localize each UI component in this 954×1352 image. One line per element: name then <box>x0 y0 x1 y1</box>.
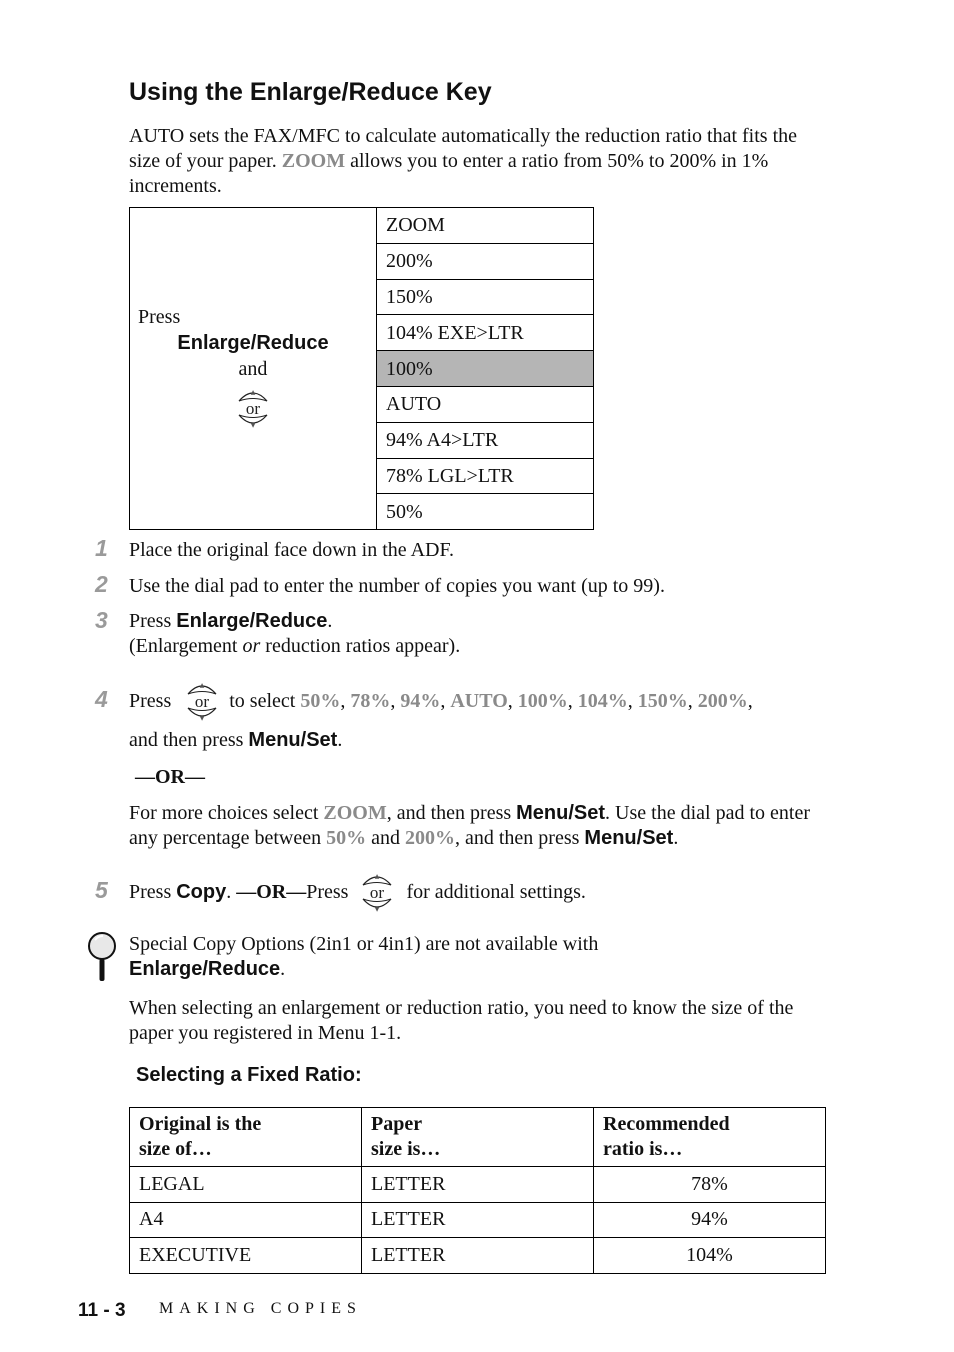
step-1-text: Place the original face down in the ADF. <box>129 539 454 561</box>
step-number: 5 <box>95 877 108 903</box>
menu-options-table <box>129 207 594 530</box>
menu-set-key-label: Menu/Set <box>248 729 338 751</box>
menu-item-selected: 100% <box>377 351 594 387</box>
note-text: Special Copy Options (2in1 or 4in1) are not available with Enlarge/Reduce. When selecting an enlargement or reduction ratio, you need to know the size of the paper you registered in Menu 1-1. <box>129 933 794 1044</box>
svg-text:▼: ▼ <box>199 715 205 722</box>
step-number: 1 <box>95 535 108 561</box>
svg-text:▲: ▲ <box>375 873 380 880</box>
svg-text:▲: ▲ <box>199 682 205 689</box>
running-footer: MAKING COPIES <box>159 1300 362 1317</box>
menu-item: 104% EXE>LTR <box>377 315 594 351</box>
menu-item: 200% <box>377 243 594 279</box>
section-subtitle: Selecting a Fixed Ratio: <box>136 1064 362 1086</box>
step-4-text: Press ▲ ▼ or to select 50% , 78% , 94% , AUTO , 100% , 104% , 150% , 200% , and then press Menu/Set. —OR— For more choices select ZOOM, and then press Menu/Set. Use the dial pad to enter any percentage between 50% and 200%, and then press Menu/Set. <box>129 677 829 851</box>
step-3-text: Press Enlarge/Reduce. (Enlargement or reduction ratios appear). <box>129 610 461 657</box>
enlarge-reduce-key-label: Enlarge/Reduce <box>176 610 328 632</box>
fixed-ratio-table <box>129 1107 826 1274</box>
menu-item: 78% LGL>LTR <box>377 458 594 494</box>
table-row: LEGAL LETTER 78% <box>130 1167 826 1203</box>
step-2-text: Use the dial pad to enter the number of copies you want (up to 99). <box>129 575 665 597</box>
magnifier-note-icon <box>86 931 120 983</box>
page-number: 11 - 3 <box>78 1300 126 1321</box>
step-number: 4 <box>95 686 108 712</box>
menu-item: 94% A4>LTR <box>377 422 594 458</box>
copy-key-label: Copy <box>176 880 227 903</box>
step-number: 3 <box>95 607 108 633</box>
enlarge-reduce-key-label: Enlarge/Reduce <box>129 958 281 980</box>
intro-paragraph: AUTO sets the FAX/MFC to calculate automatically the reduction ratio that fits the size of your paper. ZOOM allows you to enter a ratio from 50% to 200% in 1% increments. <box>129 125 797 197</box>
menu-item: 50% <box>377 494 594 530</box>
or-separator: —OR— <box>135 766 205 788</box>
zoom-term: ZOOM <box>281 150 346 172</box>
menu-item: 150% <box>377 279 594 315</box>
up-down-arrow-key-icon <box>236 384 270 432</box>
menu-instruction-cell: Press Enlarge/Reduce and ▲ ▼ or <box>130 208 377 530</box>
table-row: EXECUTIVE LETTER 104% <box>130 1238 826 1274</box>
menu-item: AUTO <box>377 386 594 422</box>
menu-item: ZOOM <box>377 208 594 244</box>
enlarge-reduce-key-label: Enlarge/Reduce <box>177 332 329 355</box>
svg-text:▲: ▲ <box>250 389 256 397</box>
step-5-text: Press Copy . —OR— Press ▲ ▼ or for additional settings. <box>129 868 586 916</box>
table-header-row <box>130 1108 826 1167</box>
up-down-arrow-key-icon <box>185 677 219 725</box>
svg-text:or: or <box>245 399 261 419</box>
table-header-cell: Paper size is… <box>362 1108 594 1167</box>
svg-text:▼: ▼ <box>250 422 256 430</box>
table-header-cell: Recommended ratio is… <box>594 1108 826 1167</box>
page-title: Using the Enlarge/Reduce Key <box>129 78 492 106</box>
svg-text:or: or <box>370 883 385 902</box>
up-down-arrow-key-icon <box>360 868 394 916</box>
table-row: A4 LETTER 94% <box>130 1202 826 1238</box>
table-header-cell: Original is the size of… <box>130 1108 362 1167</box>
svg-text:▼: ▼ <box>375 906 380 913</box>
svg-text:or: or <box>195 692 210 711</box>
step-number: 2 <box>95 571 108 597</box>
